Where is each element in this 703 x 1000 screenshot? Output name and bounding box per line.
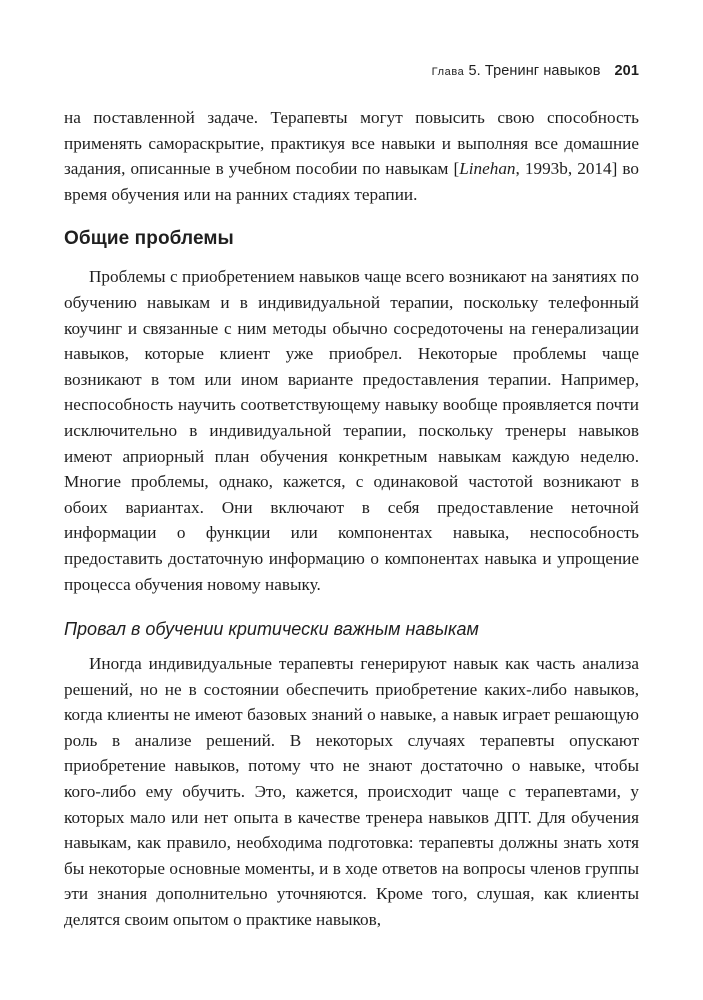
paragraph-continuation-text: на поставленной задаче. Терапевты могут повысить свою способность применять самораскрытие, практикуя все навыки и выполняя все домашние задания, описанные в учебном пособии по навыкам [ [64,108,639,179]
page-number: 201 [614,63,639,79]
paragraph-continuation-text-end: , 1993b, 2014] во время обучения или на ранних стадиях терапии. [64,159,639,204]
running-head-chapter [432,63,601,79]
paragraph-continuation [64,105,639,207]
chapter-prefix: Глава [431,66,465,78]
paragraph-common-problems: Проблемы с приобретением навыков чаще всего возникают на занятиях по обучению навыкам и в индивидуальной терапии, поскольку телефонный коучинг и связанные с ним методы обычно сосредоточены на генерализации навыков, которые клиент уже приобрел. Некоторые проблемы чаще возникают в том или ином варианте предоставления терапии. Например, неспособность научить соответствующему навыку вообще проявляется почти исключительно в индивидуальной терапии, поскольку тренеры навыков имеют априорный план обучения конкретным навыкам каждую неделю. Многие проблемы, однако, кажется, с одинаковой частотой возникают в обоих вариантах. Они включают в себя предоставление неточной информации о функции или компонентах навыка, неспособность предоставить достаточную информацию о компонентах навыка и упрощение процесса обучения новому навыку. [64,267,639,594]
running-head [60,63,639,79]
page-body [64,105,639,933]
section-heading: Общие проблемы [64,228,234,250]
citation-author: Linehan [459,159,516,179]
paragraph-failure-to-teach: Иногда индивидуальные терапевты генерируют навык как часть анализа решений, но не в состоянии обеспечить приобретение каких-либо навыков, когда клиенты не имеют базовых знаний о навыке, а навык играет решающую роль в анализе решений. В некоторых случаях терапевты опускают приобретение навыков, потому что не знают достаточно о навыке, чтобы кого-либо ему обучить. Это, кажется, происходит чаще с терапевтами, у которых мало или нет опыта в качестве тренера навыков ДПТ. Для обучения навыкам, как правило, необходима подготовка: терапевты должны знать хотя бы некоторые основные моменты, и в ходе ответов на вопросы членов группы эти знания дополнительно уточняются. Кроме того, слушая, как клиенты делятся своим опытом о практике навыков, [64,654,639,930]
subsection-heading: Провал в обучении критически важным навыкам [64,619,479,640]
chapter-title: 5. Тренинг навыков [468,63,601,79]
